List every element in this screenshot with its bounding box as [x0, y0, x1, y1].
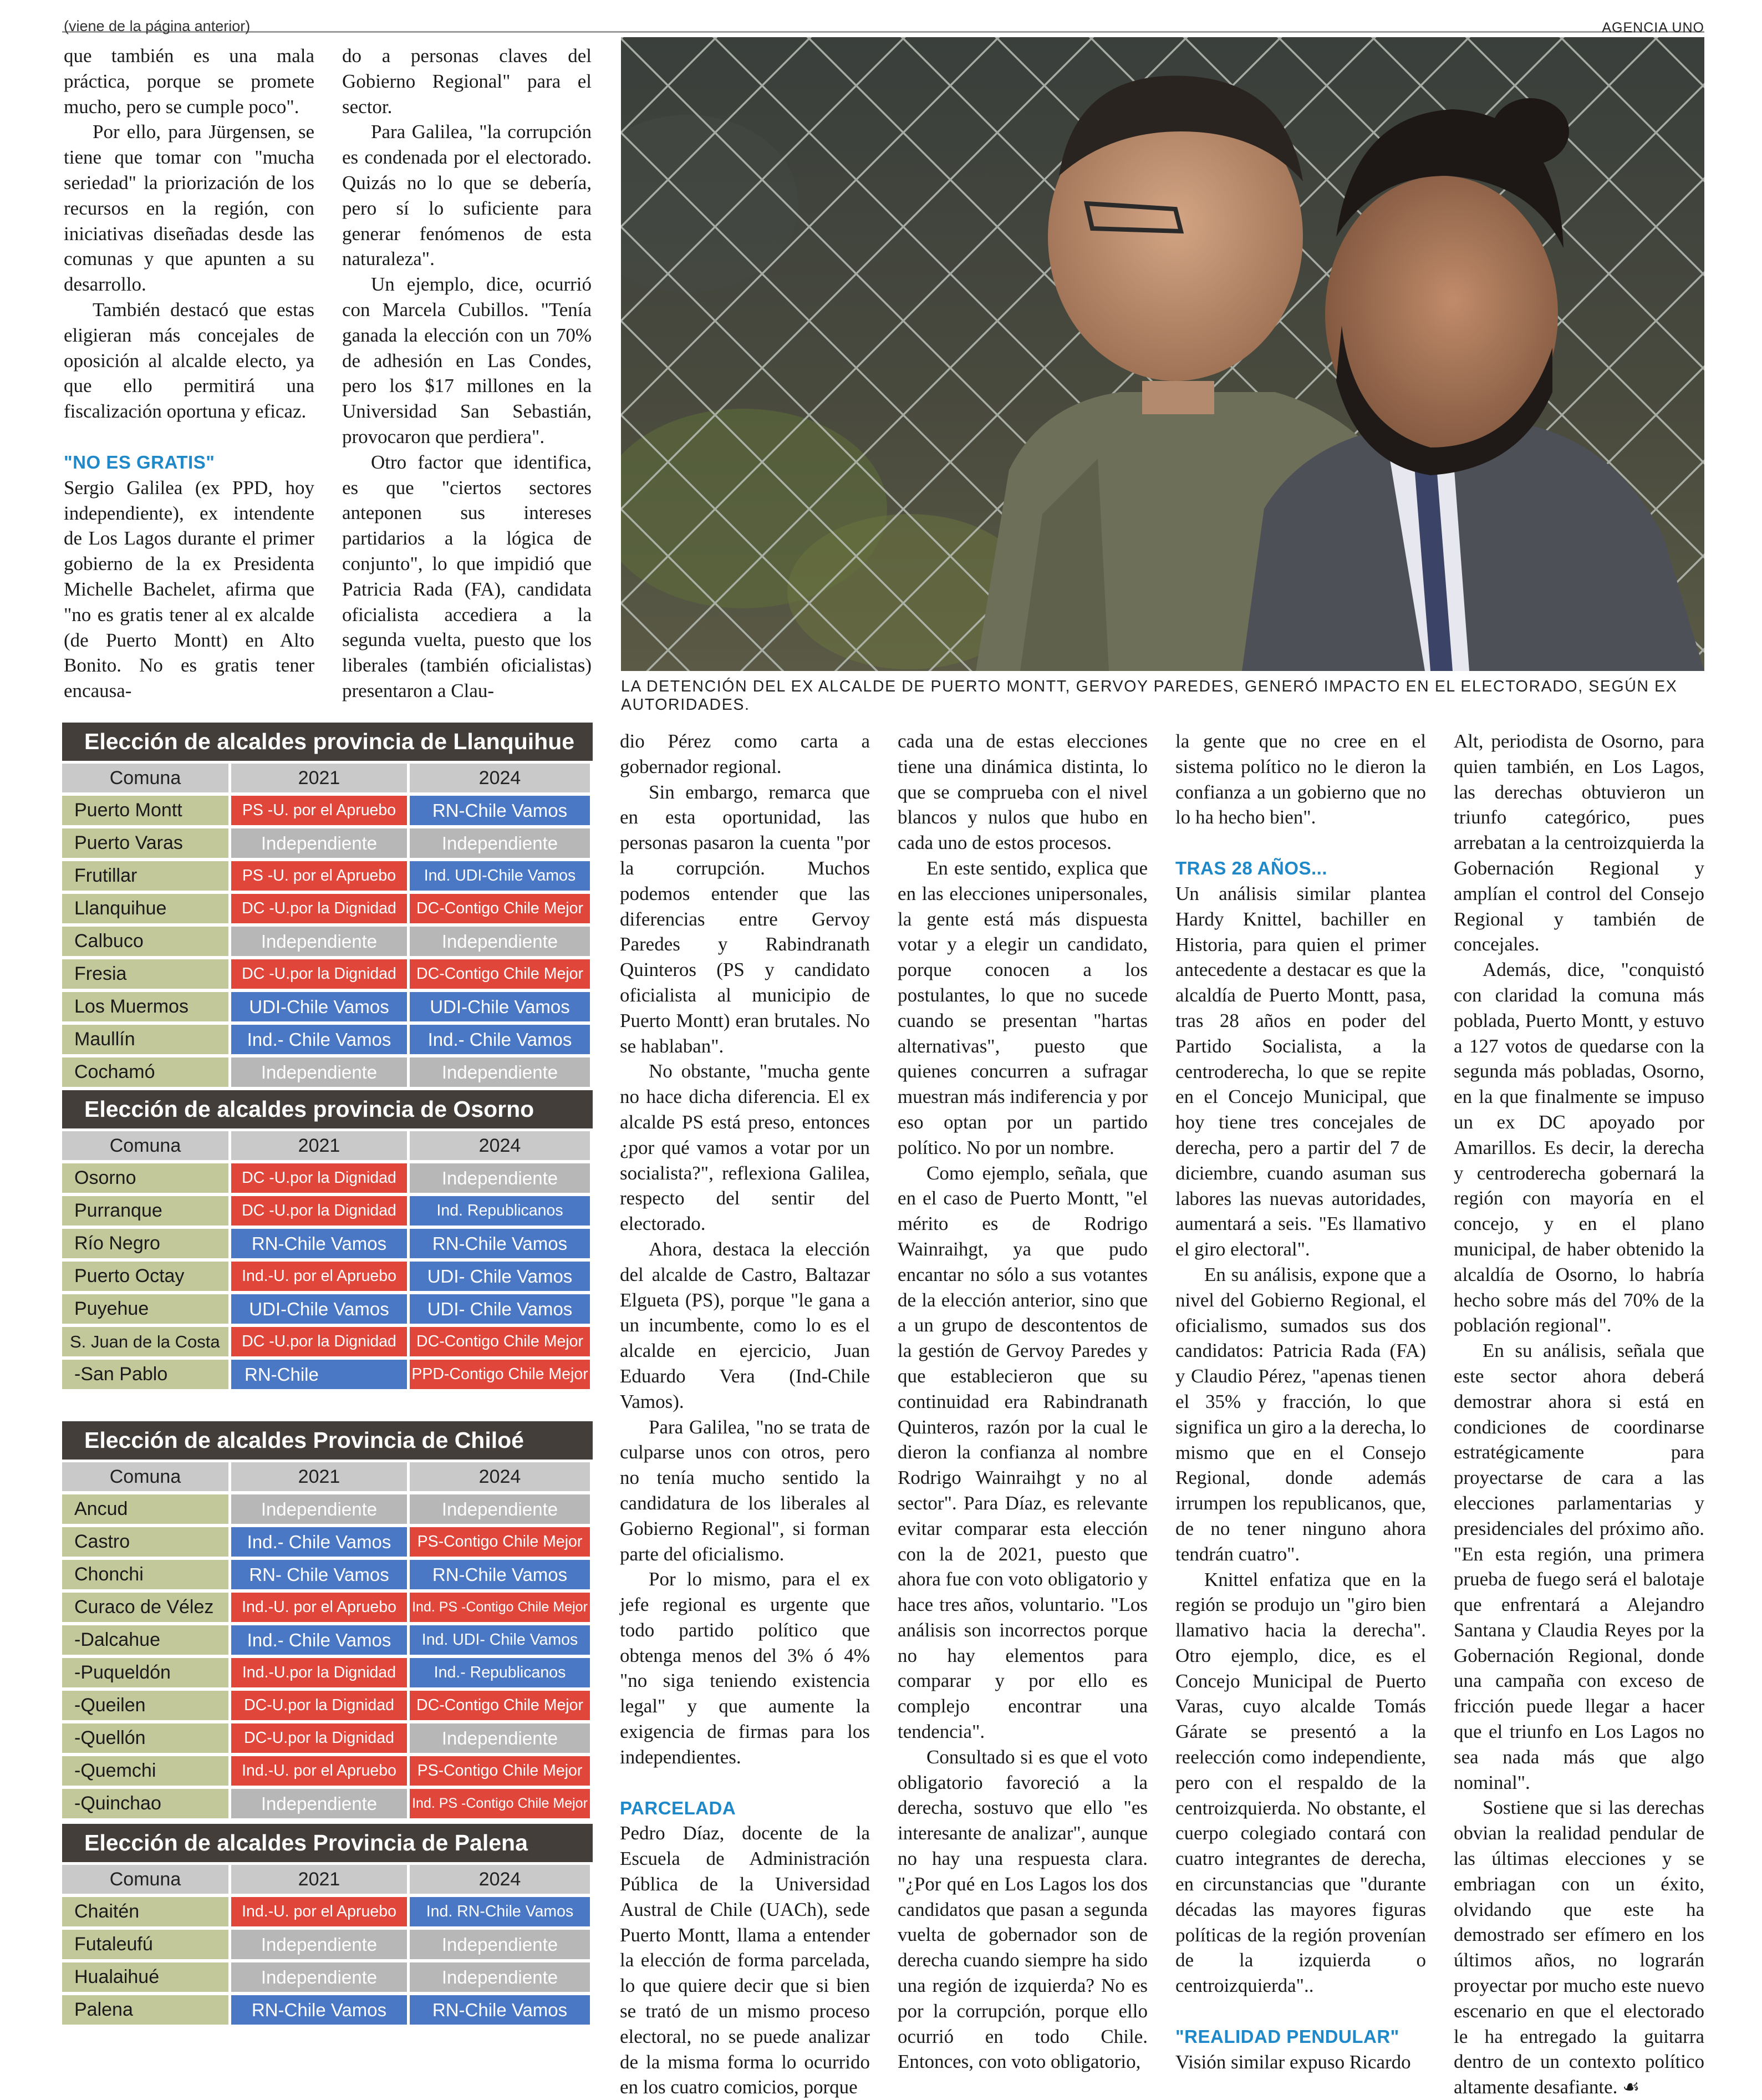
table-row — [62, 1196, 593, 1226]
paragraph: Sergio Galilea (ex PPD, hoy independiente), ex intendente de Los Lagos durante el primer gobierno de la ex Presidenta Michelle Bachelet, afirma que "no es gratis tener al ex alcalde (de Puerto Montt) en Alto Bonito. No es gratis tener encausa- — [64, 476, 314, 702]
table-palena — [62, 1824, 593, 2025]
party-2024-cell: Ind. Republicanos — [410, 1196, 590, 1226]
comuna-cell: -Quinchao — [62, 1789, 228, 1818]
column-header: 2021 — [231, 1462, 407, 1491]
table-title: Elección de alcaldes provincia de Osorno — [62, 1090, 593, 1128]
table-row — [62, 1658, 593, 1687]
comuna-cell: -San Pablo — [62, 1360, 228, 1389]
party-2024-cell: DC-Contigo Chile Mejor — [410, 1327, 590, 1356]
column-header: Comuna — [62, 1131, 228, 1160]
party-2024-cell: RN-Chile Vamos — [410, 1995, 590, 2025]
column-header: 2024 — [410, 1462, 590, 1491]
party-2024-cell: Ind.- Chile Vamos — [410, 1025, 590, 1054]
party-2024-cell: Independiente — [410, 1962, 590, 1992]
paragraph: Visión similar expuso Ricardo — [1175, 2051, 1411, 2073]
table-row — [62, 1327, 593, 1356]
comuna-cell: Castro — [62, 1527, 228, 1557]
table-row — [62, 1494, 593, 1524]
table-row — [62, 828, 593, 858]
article-col-4 — [898, 729, 1148, 2074]
party-2024-cell: DC-Contigo Chile Mejor — [410, 1691, 590, 1720]
column-header: Comuna — [62, 1462, 228, 1491]
table-header-row — [62, 764, 593, 792]
subheading-parcelada: PARCELADA — [620, 1797, 736, 1818]
party-2021-cell: DC -U.por la Dignidad — [231, 1163, 407, 1193]
table-chiloe — [62, 1421, 593, 1818]
party-2024-cell: DC-Contigo Chile Mejor — [410, 894, 590, 923]
paragraph: No obstante, "mucha gente no hace dicha diferencia. El ex alcalde PS está preso, entonces ¿por qué vamos a votar por un socialista?", reflexiona Galilea, respecto del sentir del electorado. — [620, 1060, 870, 1235]
table-row — [62, 992, 593, 1021]
party-2021-cell: UDI-Chile Vamos — [231, 992, 407, 1021]
comuna-cell: -Dalcahue — [62, 1625, 228, 1655]
article-col-2 — [342, 43, 592, 704]
column-header: 2021 — [231, 764, 407, 792]
paragraph: do a personas claves del Gobierno Regional" para el sector. — [342, 45, 592, 118]
party-2021-cell: Ind.-U. por el Apruebo — [231, 1897, 407, 1926]
table-row — [62, 1625, 593, 1655]
column-header: 2024 — [410, 764, 590, 792]
column-header: 2024 — [410, 1865, 590, 1894]
comuna-cell: -Quemchi — [62, 1756, 228, 1786]
paragraph: Un análisis similar plantea Hardy Knittel, bachiller en Historia, para quien el primer antecedente a destacar es que la alcaldía de Puerto Montt, pasa, tras 28 años en poder del Partido Socialista, a la centroderecha, lo que se repite en el Concejo Municipal, que hoy tiene tres concejales de derecha, pero a partir del 7 de diciembre, cuando asuman sus labores las nuevas autoridades, aumentará a seis. "Es llamativo el giro electoral". — [1175, 882, 1426, 1260]
comuna-cell: Frutillar — [62, 861, 228, 891]
table-title: Elección de alcaldes Provincia de Palena — [62, 1824, 593, 1862]
table-row — [62, 1756, 593, 1786]
party-2024-cell: PS-Contigo Chile Mejor — [410, 1527, 590, 1557]
comuna-cell: -Puqueldón — [62, 1658, 228, 1687]
party-2024-cell: PS-Contigo Chile Mejor — [410, 1756, 590, 1786]
party-2021-cell: Ind.- Chile Vamos — [231, 1025, 407, 1054]
party-2021-cell: Ind.- Chile Vamos — [231, 1625, 407, 1655]
paragraph: Ahora, destaca la elección del alcalde de Castro, Baltazar Elgueta (PS), porque "le gana a un incumbente, como lo es el alcalde en ejercicio, Juan Eduardo Vera (Ind-Chile Vamos). — [620, 1238, 870, 1412]
table-title: Elección de alcaldes Provincia de Chiloé — [62, 1421, 593, 1460]
party-2021-cell: RN- Chile Vamos — [231, 1560, 407, 1589]
paragraph: Sostiene que si las derechas obvian la realidad pendular de las últimas elecciones y se embriagan con un éxito, olvidando que este ha demostrado ser efímero en los últimos años, no lograrán proyectar por mucho este nuevo escenario en que el electorado le ha entregado la guitarra dentro de un contexto político altamente desafiante. ☙ — [1454, 1797, 1704, 2098]
article-col-3 — [620, 729, 870, 2100]
paragraph: Pedro Díaz, docente de la Escuela de Administración Pública de la Universidad Austral de Chile (UACh), sede Puerto Montt, llama a entender la elección de forma parcelada, lo que quiere decir que si bien se trató de un mismo proceso electoral, no se puede analizar de la misma forma lo ocurrido en los cuatro comicios, porque — [620, 1822, 870, 2098]
comuna-cell: Curaco de Vélez — [62, 1593, 228, 1622]
party-2024-cell: UDI- Chile Vamos — [410, 1294, 590, 1324]
party-2021-cell: Independiente — [231, 1962, 407, 1992]
comuna-cell: Hualaihué — [62, 1962, 228, 1992]
party-2021-cell: Independiente — [231, 1494, 407, 1524]
party-2024-cell: Independiente — [410, 1723, 590, 1753]
table-row — [62, 1995, 593, 2025]
table-row — [62, 1789, 593, 1818]
paragraph: Un ejemplo, dice, ocurrió con Marcela Cubillos. "Tenía ganada la elección con un 70% de adhesión en Las Condes, pero los $17 millones en la Universidad San Sebastián, provocaron que perdiera". — [342, 273, 592, 448]
party-2024-cell: Independiente — [410, 1494, 590, 1524]
article-col-5 — [1175, 729, 1426, 2075]
party-2024-cell: Ind. PS -Contigo Chile Mejor — [410, 1789, 590, 1818]
comuna-cell: Ancud — [62, 1494, 228, 1524]
column-header: 2021 — [231, 1131, 407, 1160]
party-2021-cell: Independiente — [231, 927, 407, 956]
election-tables — [62, 723, 593, 2025]
comuna-cell: Cochamó — [62, 1057, 228, 1087]
paragraph: la gente que no cree en el sistema político no le dieron la confianza a un gobierno que no lo ha hecho bien". — [1175, 730, 1426, 828]
party-2021-cell: Independiente — [231, 1789, 407, 1818]
table-row — [62, 1723, 593, 1753]
paragraph: Para Galilea, "la corrupción es condenada por el electorado. Quizás no lo que se debería, pero sí lo suficiente para generar fenómenos de esta naturaleza". — [342, 121, 592, 270]
paragraph: En su análisis, señala que este sector ahora deberá demostrar ahora si está en condiciones de coordinarse estratégicamente para proyectarse de cara a las elecciones parlamentarias y presidenciales del próximo año. "En esta región, una primera prueba de fuego será el balotaje que enfrentará a Alejandro Santana y Claudia Reyes por la Gobernación Regional, donde una campaña con exceso de fricción puede llegar a hacer que el triunfo en Los Lagos no sea nada más que algo nominal". — [1454, 1340, 1704, 1793]
table-row — [62, 1930, 593, 1959]
comuna-cell: -Quellón — [62, 1723, 228, 1753]
article-col-6 — [1454, 729, 1704, 2100]
table-spacer — [62, 1389, 593, 1421]
party-2021-cell: DC-U.por la Dignidad — [231, 1691, 407, 1720]
party-2021-cell: Ind.-U.por la Dignidad — [231, 1658, 407, 1687]
article-col-1 — [64, 43, 314, 704]
party-2021-cell: DC-U.por la Dignidad — [231, 1723, 407, 1753]
header-rule — [62, 17, 1704, 33]
comuna-cell: Puerto Octay — [62, 1262, 228, 1291]
table-header-row — [62, 1865, 593, 1894]
party-2021-cell: Ind.-U. por el Apruebo — [231, 1593, 407, 1622]
table-row — [62, 1229, 593, 1258]
photo-credit: AGENCIA UNO — [1602, 20, 1704, 35]
comuna-cell: Purranque — [62, 1196, 228, 1226]
paragraph: Además, dice, "conquistó con claridad la comuna más poblada, Puerto Montt, y estuvo a 127 votos de quedarse con la segunda más pobladas, Osorno, en la que finalmente se impuso un ex DC apoyado por Amarillos. Es decir, la derecha y centroderecha gobernará la región con mayoría en el concejo, y en el plano municipal, de haber obtenido la alcaldía de Osorno, lo habría hecho sobre más del 70% de la población regional". — [1454, 959, 1704, 1336]
paragraph: Consultado si es que el voto obligatorio favoreció a la derecha, sostuvo que ello "es interesante de analizar", aunque no hay una respuesta clara. "¿Por qué en Los Lagos los dos candidatos que pasan a segunda vuelta de gobernador son de derecha cuando siempre ha sido una región de izquierda? No es por la corrupción, porque ello ocurrió en todo Chile. Entonces, con voto obligatorio, — [898, 1746, 1148, 2073]
table-row — [62, 1360, 593, 1389]
comuna-cell: S. Juan de la Costa — [62, 1327, 228, 1356]
party-2021-cell: Independiente — [231, 828, 407, 858]
table-row — [62, 796, 593, 825]
paragraph: cada una de estas elecciones tiene una dinámica distinta, lo que se comprueba con el nivel blancos y nulos que hubo en cada uno de estos procesos. — [898, 730, 1148, 854]
subheading-no-es-gratis: "NO ES GRATIS" — [64, 451, 215, 472]
comuna-cell: Calbuco — [62, 927, 228, 956]
party-2021-cell: DC -U.por la Dignidad — [231, 894, 407, 923]
party-2021-cell: DC -U.por la Dignidad — [231, 1327, 407, 1356]
party-2024-cell: Ind. UDI-Chile Vamos — [410, 861, 590, 891]
table-title: Elección de alcaldes provincia de Llanquihue — [62, 723, 593, 761]
comuna-cell: Los Muermos — [62, 992, 228, 1021]
party-2021-cell: RN-Chile — [231, 1360, 407, 1389]
news-photo — [621, 37, 1704, 671]
subheading-tras-28-anos: TRAS 28 AÑOS... — [1175, 858, 1327, 879]
table-osorno — [62, 1090, 593, 1389]
paragraph: Knittel enfatiza que en la región se produjo un "giro bien llamativo hacia la derecha". Otro ejemplo, dice, es el Concejo Municipal de Puerto Varas, cuyo alcalde Tomás Gárate se presentó a la reelección como independiente, pero con el respaldo de la centroizquierda. No obstante, el cuerpo colegiado contará con cuatro integrantes de derecha, en circunstancias que "durante décadas las mayores figuras políticas de la región provenían de la izquierda o centroizquierda".. — [1175, 1568, 1426, 1997]
party-2021-cell: PS -U. por el Apruebo — [231, 861, 407, 891]
comuna-cell: Fresia — [62, 959, 228, 989]
table-row — [62, 894, 593, 923]
party-2021-cell: DC -U.por la Dignidad — [231, 959, 407, 989]
table-row — [62, 1057, 593, 1087]
comuna-cell: -Queilen — [62, 1691, 228, 1720]
party-2024-cell: PPD-Contigo Chile Mejor — [410, 1360, 590, 1389]
party-2024-cell: UDI- Chile Vamos — [410, 1262, 590, 1291]
table-row — [62, 1962, 593, 1992]
comuna-cell: Maullín — [62, 1025, 228, 1054]
table-row — [62, 1294, 593, 1324]
party-2024-cell: Ind. PS -Contigo Chile Mejor — [410, 1593, 590, 1622]
table-row — [62, 1897, 593, 1926]
column-header: 2024 — [410, 1131, 590, 1160]
subheading-realidad-pendular: "REALIDAD PENDULAR" — [1175, 2026, 1399, 2047]
table-row — [62, 1025, 593, 1054]
paragraph: Otro factor que identifica, es que "ciertos sectores anteponen sus intereses partidarios a la lógica de conjunto", lo que impidió que Patricia Rada (FA), candidata oficialista accediera a la segunda vuelta, puesto que los liberales (también oficialistas) presentaron a Clau- — [342, 451, 592, 701]
paragraph: que también es una mala práctica, porque se promete mucho, pero se cumple poco". — [64, 45, 314, 118]
table-row — [62, 1560, 593, 1589]
party-2024-cell: Independiente — [410, 927, 590, 956]
party-2021-cell: Independiente — [231, 1057, 407, 1087]
party-2024-cell: DC-Contigo Chile Mejor — [410, 959, 590, 989]
party-2024-cell: Independiente — [410, 1930, 590, 1959]
table-row — [62, 1691, 593, 1720]
comuna-cell: Puerto Varas — [62, 828, 228, 858]
party-2024-cell: Ind. UDI- Chile Vamos — [410, 1625, 590, 1655]
party-2021-cell: RN-Chile Vamos — [231, 1229, 407, 1258]
paragraph: Para Galilea, "no se trata de culparse unos con otros, pero no tenía mucho sentido la candidatura de los liberales al Gobierno Regional", si forman parte del oficialismo. — [620, 1416, 870, 1565]
column-header: 2021 — [231, 1865, 407, 1894]
party-2024-cell: RN-Chile Vamos — [410, 796, 590, 825]
table-row — [62, 1527, 593, 1557]
paragraph: En este sentido, explica que en las elecciones unipersonales, la gente está más dispuesta votar y a elegir un candidato, porque conocen a los postulantes, lo que no sucede cuando se presentan "hartas alternativas", puesto que quienes concurren a sufragar muestran más indiferencia y por eso optan por un partido político. No por un nombre. — [898, 857, 1148, 1158]
comuna-cell: Puerto Montt — [62, 796, 228, 825]
party-2021-cell: Ind.-U. por el Apruebo — [231, 1262, 407, 1291]
table-row — [62, 1593, 593, 1622]
comuna-cell: Chaitén — [62, 1897, 228, 1926]
party-2024-cell: RN-Chile Vamos — [410, 1229, 590, 1258]
comuna-cell: Osorno — [62, 1163, 228, 1193]
party-2021-cell: DC -U.por la Dignidad — [231, 1196, 407, 1226]
party-2021-cell: Independiente — [231, 1930, 407, 1959]
paragraph: Por ello, para Jürgensen, se tiene que tomar con "mucha seriedad" la priorización de los recursos en la región, con iniciativas diseñadas desde las comunas y que apunten a su desarrollo. — [64, 121, 314, 296]
table-row — [62, 861, 593, 891]
comuna-cell: Puyehue — [62, 1294, 228, 1324]
table-row — [62, 1262, 593, 1291]
paragraph: Por lo mismo, para el ex jefe regional es urgente que todo partido político que obtenga menos del 3% ó 4% "no siga teniendo existencia legal" y que aumente la exigencia de firmas para los independientes. — [620, 1568, 870, 1768]
party-2024-cell: UDI-Chile Vamos — [410, 992, 590, 1021]
column-header: Comuna — [62, 764, 228, 792]
party-2021-cell: RN-Chile Vamos — [231, 1995, 407, 2025]
party-2021-cell: UDI-Chile Vamos — [231, 1294, 407, 1324]
party-2024-cell: Independiente — [410, 1057, 590, 1087]
table-row — [62, 927, 593, 956]
table-row — [62, 1163, 593, 1193]
paragraph: También destacó que estas eligieran más concejales de oposición al alcalde electo, ya que ello permitirá una fiscalización oportuna y eficaz. — [64, 298, 314, 423]
column-header: Comuna — [62, 1865, 228, 1894]
comuna-cell: Llanquihue — [62, 894, 228, 923]
paragraph: dio Pérez como carta a gobernador regional. — [620, 730, 870, 777]
party-2024-cell: Ind.- Republicanos — [410, 1658, 590, 1687]
continued-label: (viene de la página anterior) — [64, 18, 251, 34]
comuna-cell: Palena — [62, 1995, 228, 2025]
comuna-cell: Futaleufú — [62, 1930, 228, 1959]
party-2024-cell: Independiente — [410, 1163, 590, 1193]
party-2024-cell: Independiente — [410, 828, 590, 858]
party-2021-cell: Ind.-U. por el Apruebo — [231, 1756, 407, 1786]
party-2021-cell: PS -U. por el Apruebo — [231, 796, 407, 825]
comuna-cell: Río Negro — [62, 1229, 228, 1258]
paragraph: Sin embargo, remarca que en esta oportunidad, las personas pasaron la cuenta "por la corrupción. Muchos podemos entender que las diferencias entre Gervoy Paredes y Rabindranath Quinteros (PS y candidato oficialista al municipio de Puerto Montt) eran brutales. No se hablaban". — [620, 781, 870, 1057]
paragraph: En su análisis, expone que a nivel del Gobierno Regional, el oficialismo, sumados sus dos candidatos: Patricia Rada (FA) y Claudio Pérez, "apenas tienen el 35% y fracción, lo que significa un giro a la derecha, lo mismo que en el Consejo Regional, donde además irrumpen los republicanos, que, de no tener ninguno ahora tendrán cuatro". — [1175, 1263, 1426, 1565]
party-2024-cell: RN-Chile Vamos — [410, 1560, 590, 1589]
table-row — [62, 959, 593, 989]
table-llanquihue — [62, 723, 593, 1087]
comuna-cell: Chonchi — [62, 1560, 228, 1589]
photo-caption: LA DETENCIÓN DEL EX ALCALDE DE PUERTO MONTT, GERVOY PAREDES, GENERÓ IMPACTO EN EL ELECTORADO, SEGÚN EX AUTORIDADES. — [621, 678, 1678, 714]
paragraph: Alt, periodista de Osorno, para quien también, en Los Lagos, las derechas obtuvieron un triunfo categórico, pues arrebatan a la centroizquierda la Gobernación Regional y amplían el control del Consejo Regional y también de concejales. — [1454, 730, 1704, 955]
party-2021-cell: Ind.- Chile Vamos — [231, 1527, 407, 1557]
table-header-row — [62, 1131, 593, 1160]
table-header-row — [62, 1462, 593, 1491]
paragraph: Como ejemplo, señala, que en el caso de Puerto Montt, "el mérito es de Rodrigo Wainraihgt, ya que pudo encantar no sólo a sus votantes de la elección anterior, sino que a un grupo de descontentos de la gestión de Gervoy Paredes y que establecieron que su continuidad era Rabindranath Quinteros, razón por la cual le dieron la confianza al nombre Rodrigo Wainraihgt y no al sector". Para Díaz, es relevante evitar comparar esta elección con la de 2021, puesto que ahora fue con voto obligatorio y hace tres años, voluntario. "Los análisis son incorrectos porque no hay elementos para comparar y por ello es complejo encontrar una tendencia". — [898, 1162, 1148, 1743]
party-2024-cell: Ind. RN-Chile Vamos — [410, 1897, 590, 1926]
